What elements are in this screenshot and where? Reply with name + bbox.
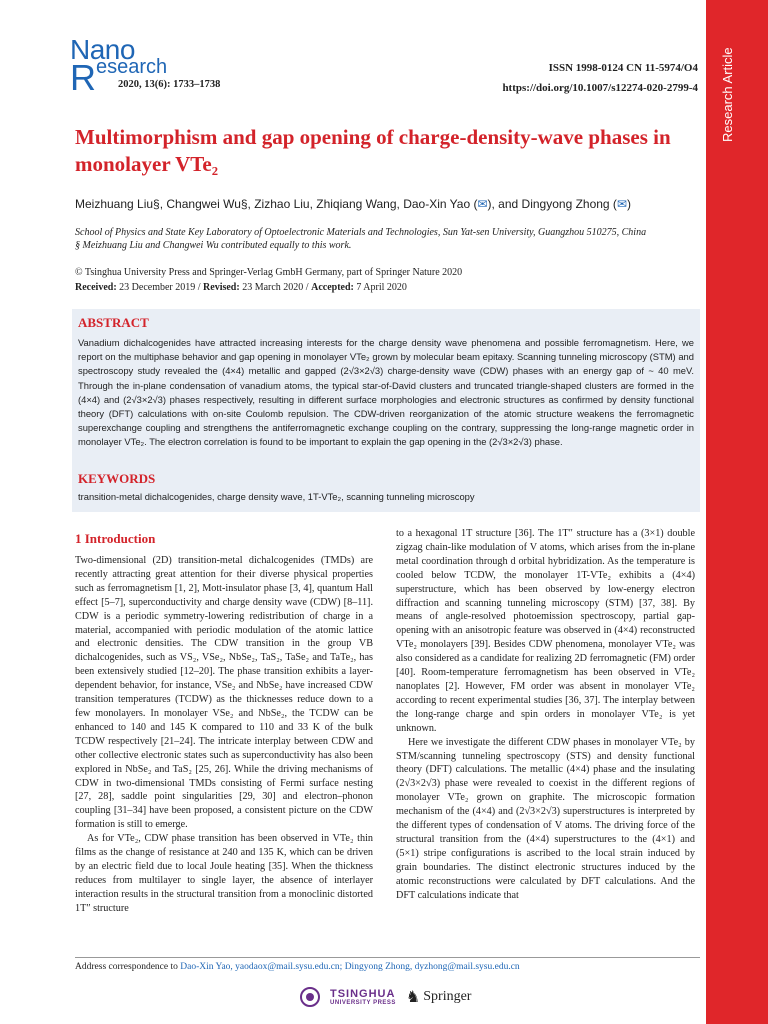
authors-part-1: Meizhuang Liu§, Changwei Wu§, Zizhao Liu, Zhiqiang Wang, Dao-Xin Yao ( — [75, 197, 478, 211]
tsinghua-name: TSINGHUA — [330, 987, 396, 1000]
revised-date: 23 March 2020 / — [239, 282, 312, 293]
affiliation: School of Physics and State Key Laboratory of Optoelectronic Materials and Technologies, Sun Yat-sen University, Guangzhou 510275, China — [75, 227, 647, 238]
logo-nano: Nano — [70, 34, 135, 65]
copyright: © Tsinghua University Press and Springer-Verlag GmbH Germany, part of Springer Nature 2020 — [75, 267, 463, 278]
email-icon[interactable]: ✉ — [616, 197, 627, 211]
abstract-heading: ABSTRACT — [78, 315, 149, 330]
affiliation-block — [75, 226, 700, 252]
received-label: Received: — [75, 282, 117, 293]
correspondence-contacts[interactable]: Dao-Xin Yao, yaodaox@mail.sysu.edu.cn; Dingyong Zhong, dyzhong@mail.sysu.edu.cn — [180, 962, 520, 972]
journal-identifiers — [502, 58, 698, 98]
journal-logo — [70, 34, 221, 98]
tsinghua-subname: UNIVERSITY PRESS — [330, 999, 396, 1006]
keywords-heading: KEYWORDS — [78, 471, 156, 486]
paragraph: Two-dimensional (2D) transition-metal dichalcogenides (TMDs) are recently attracting great attention for their diverse physical properties such as ferromagnetism [1, 2], Mott-insulator phase [3, 4], quantum Hall effect [5–7], superconductivity and charge density wave (CDW) [8–11]. CDW is a periodic symmetry-lowering redistribution of charge in a material, accompanied with periodic modulation of the atomic lattice and electronic densities. The CDW transition in the group VB dichalcogenides, such as VS₂, VSe₂, NbSe₂, TaS₂, TaSe₂ and TaTe₂, has been extensively studied [12–20]. The phase transition exhibits a layer-dependent behavior, for instance, VSe₂ and NbSe₂ have increased CDW transition temperatures (TCDW) as the thicknesses reduce down to a few monolayers. In monolayer VSe₂ and NbSe₂, the TCDW can be enhanced to 140 and 145 K compared to 110 and 33 K of the bulk TCDW respectively [21–24]. The intricate interplay between CDW and other collective electronic states such as superconductivity has also been explored in NbSe₂ and TaS₂ [25, 26]. While the driving mechanisms of CDW in two-dimensional TMDs consisting of Fermi surface nesting [27, 28], saddle point singularities [29, 30] and electron–phonon coupling [31–34] have been proposed, a consistent picture on the CDW formation is still to emerge. — [75, 555, 373, 831]
left-column — [75, 554, 373, 916]
doi-link[interactable]: https://doi.org/10.1007/s12274-020-2799-4 — [502, 82, 698, 94]
paragraph: to a hexagonal 1T structure [36]. The 1T″ structure has a (3×1) double zigzag chain-like modulation of V atoms, which arises from the in-plane metal coordination through d orbital hybridization. As the temperature is cooled below TCDW, the monolayer 1T-VTe₂ exhibits a (4×4) superstructure, which has been observed by low-energy electron diffraction and scanning tunneling microscopy (STM) [37, 38]. By means of angle-resolved photoemission spectroscopy, partial gap-opening with an anisotropic feature was observed in (4×4) reconstructed VTe₂ monolayers [39]. Besides CDW phenomena, monolayer VTe₂ was also considered as a candidate for realizing 2D ferromagnetic (FM) order [40]. Room-temperature ferromagnetism has been observed in VTe₂ nanoplates [2]. However, FM order was absent in monolayer VTe₂ according to recent experimental studies [36, 37]. The interplay between the long-range charge and spin orders in monolayer VTe₂ is yet unknown. — [396, 528, 695, 734]
paragraph: As for VTe₂, CDW phase transition has been observed in VTe₂ thin films as the change of resistance at 240 and 135 K, which can be driven by an electric field due to local Joule heating [35]. When the thickness reduces from multilayer to single layer, the absence of interlayer interaction results in the structural transition from a monoclinic distorted 1T″ structure — [75, 833, 373, 914]
publisher-logos — [300, 984, 471, 1010]
springer-name: Springer — [423, 989, 472, 1004]
article-type-label: Research Article — [720, 47, 735, 143]
issn: ISSN 1998-0124 CN 11-5974/O4 — [548, 62, 698, 74]
springer-logo — [406, 987, 472, 1007]
authors-part-2: ), and Dingyong Zhong ( — [487, 197, 617, 211]
publication-info — [75, 265, 700, 295]
citation: 2020, 13(6): 1733–1738 — [118, 79, 221, 90]
abstract-text: Vanadium dichalcogenides have attracted increasing interests for the charge density wave phenomena and possible ferromagnetism. Here, we report on the multiphase behavior and gap opening in monolayer VTe₂ grown by molecular beam epitaxy. Scanning tunneling microscopy (STM) and spectroscopy study revealed the (4×4) metallic and gapped (2√3×2√3) charge-density wave (CDW) phases with an energy gap of ~ 40 meV. Through the in-plane condensation of vanadium atoms, the typical star-of-David clusters and truncated triangle-shaped clusters are formed in the (4×4) and (2√3×2√3) phases respectively, resulting in different surface morphologies and electronic structures as confirmed by density functional theory (DFT) calculations with on-site Coulomb repulsion. The CDW-driven reorganization of the atomic structure weakens the ferromagnetic superexchange coupling and strengthens the antiferromagnetic exchange coupling on the contrary, suppressing the long-range magnetic order in monolayer VTe₂. The electron correlation is found to be important to explain the gap opening in the (2√3×2√3) phase. — [78, 337, 694, 448]
side-banner — [706, 0, 768, 1024]
dates — [75, 280, 700, 295]
abstract-box — [72, 309, 700, 512]
correspondence-label: Address correspondence to — [75, 962, 181, 972]
keywords-text: transition-metal dichalcogenides, charge density wave, 1T-VTe₂, scanning tunneling microscopy — [78, 491, 475, 502]
email-icon[interactable]: ✉ — [477, 197, 488, 211]
accepted-date: 7 April 2020 — [353, 282, 407, 293]
revised-label: Revised: — [203, 282, 240, 293]
correspondence — [75, 962, 520, 972]
springer-horse-icon: ♞ — [405, 989, 421, 1006]
footer-divider — [75, 957, 700, 958]
introduction-heading: 1 Introduction — [75, 531, 156, 546]
author-list — [75, 196, 700, 212]
tsinghua-emblem-icon — [300, 987, 320, 1007]
logo-r: R — [70, 57, 96, 98]
logo-esearch: esearch — [96, 56, 168, 78]
equal-contribution-note: § Meizhuang Liu and Changwei Wu contributed equally to this work. — [75, 240, 352, 251]
paragraph: Here we investigate the different CDW phases in monolayer VTe₂ by STM/scanning tunneling spectroscopy (STS) and density functional theory (DFT) calculations. The metallic (4×4) phase and the insulating (2√3×2√3) phase were revealed to coexist in the different regions of monolayer VTe₂ grown on graphite. The microscopic formation mechanism of the (4×4) and (2√3×2√3) superstructures is interpreted by the different types of condensation of V atoms. The driving force of the structural transition from the (4×4) superstructures to the (4×1) and (5×1) stripe configurations is ascribed to the local strain induced by grain boundaries. The distinct electronic structures induced by the atomic reconstructions were calculated by DFT calculations. And the DFT calculations indicate that — [396, 736, 695, 901]
tsinghua-press-logo — [330, 989, 396, 1006]
authors-part-3: ) — [627, 197, 631, 211]
article-title: Multimorphism and gap opening of charge-density-wave phases in monolayer VTe₂ — [75, 125, 671, 176]
received-date: 23 December 2019 / — [116, 282, 204, 293]
accepted-label: Accepted: — [311, 282, 354, 293]
right-column — [396, 527, 695, 902]
